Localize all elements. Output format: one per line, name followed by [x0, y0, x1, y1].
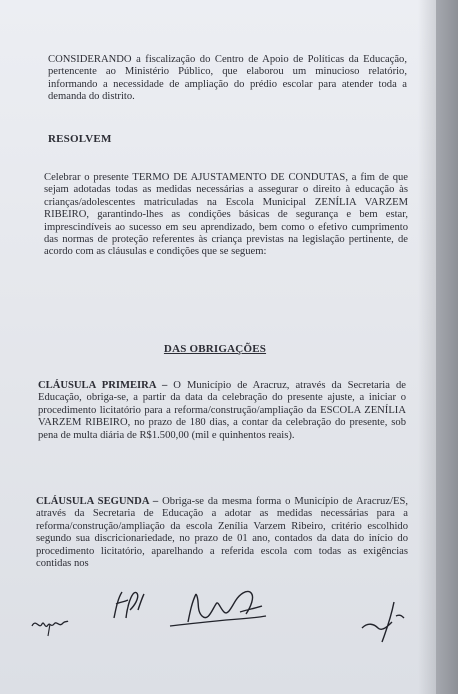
resolvem-heading: RESOLVEM — [48, 133, 112, 145]
signature-2 — [108, 588, 148, 629]
clausula-segunda-text: Obriga-se da mesma forma o Município de Aracruz/ES, através da Secretaria de Educação a adotar as medidas necessárias para a reforma/construção/ampliação da escola Zenília Varzem Ribeiro, critério escolhido segundo sua discricionariedade, no prazo de 01 ano, contados da data do início do procedimento licitatório, aparelhando a referida escola com todas as exigências contidas nos — [36, 496, 409, 570]
clausula-primeira-title: CLÁUSULA PRIMEIRA – — [38, 380, 168, 391]
clausula-segunda — [36, 496, 408, 570]
page-edge-shadow — [418, 0, 458, 694]
clausula-primeira-text: O Município de Aracruz, através da Secretaria de Educação, obriga-se, a partir da data da celebração do presente ajuste, a iniciar o procedimento licitatório para a reforma/construção/ampliação da ESCOLA ZENÍLIA VARZEM RIBEIRO, no prazo de 180 dias, a contar da celebração do presente, sob pena de multa diária de R$1.500,00 (mil e quinhentos reais). — [38, 380, 406, 441]
obrigacoes-heading: DAS OBRIGAÇÕES — [163, 343, 267, 355]
signature-3 — [166, 586, 276, 639]
signature-4 — [358, 598, 408, 651]
clausula-segunda-title: CLÁUSULA SEGUNDA – — [36, 496, 159, 507]
clausula-primeira — [38, 380, 406, 442]
signature-1 — [30, 612, 70, 643]
celebrar-paragraph: Celebrar o presente TERMO DE AJUSTAMENTO DE CONDUTAS, a fim de que sejam adotadas todas as medidas necessárias a assegurar o direito à educação às crianças/adolescentes matriculadas na Escola Municipal ZENÍLIA VARZEM RIBEIRO, garantindo-lhes as condições básicas de segurança e bem estar, imprescindíveis ao sucesso em seu aprendizado, bem como o efetivo cumprimento das normas de proteção referentes às criança previstas na legislação pertinente, de acordo com as cláusulas e condições que se seguem: — [44, 172, 408, 258]
considerando-paragraph: CONSIDERANDO a fiscalização do Centro de Apoio de Políticas da Educação, pertencente ao Ministério Público, que elaborou um minucioso relatório, informando a necessidade de ampliação do prédio escolar para atender toda a demanda do distrito. — [48, 54, 407, 103]
